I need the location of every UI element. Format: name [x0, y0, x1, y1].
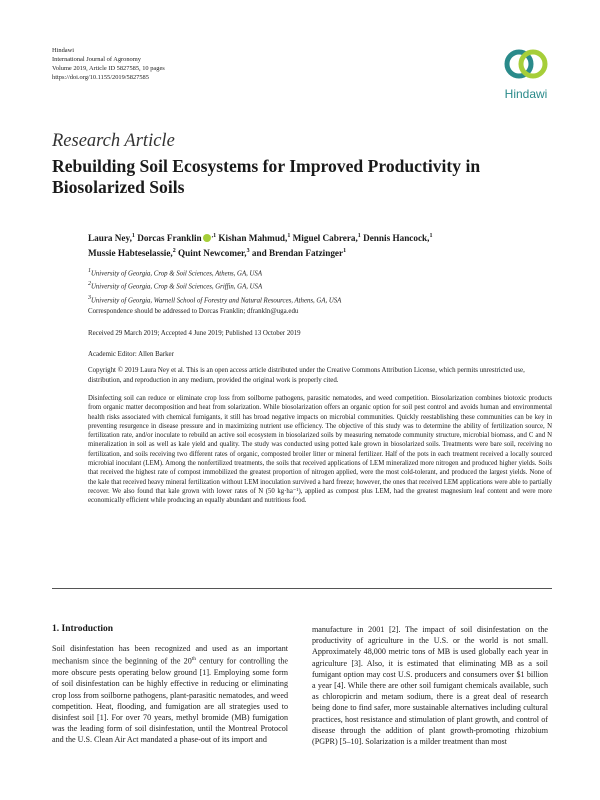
affiliation: $^3$University of Georgia, Warnell School of Forestry and Natural Resources, Athens, GA, USA	[88, 294, 342, 304]
affiliation: $^1$University of Georgia, Crop & Soil Sciences, Athens, GA, USA	[88, 268, 262, 278]
article-type: Research Article	[52, 131, 175, 151]
doi-link[interactable]: https://doi.org/10.1155/2019/5827585	[52, 74, 149, 81]
intro-column-left: Soil disinfestation has been recognized and used as an important mechanism since the beginning of the 20th century for controlling the more obscure pests operating below ground [1]. Employing some form of soil disinfestation can be highly effective in reducing or eliminating crop loss from soilborne pathogens, plant-parasitic nematodes, and weed competition. Heat, flooding, and fumigation are all strategies used to disinfest soil [1]. For over 70 years, methyl bromide (MB) fumigation was the leading form of soil disinfestation, until the Montreal Protocol and the U.S. Clean Air Act mandated a phase-out of its import and	[52, 644, 288, 745]
author[interactable]: Mussie Habteselassie,$^2$	[88, 248, 176, 259]
author[interactable]: Laura Ney,$^1$	[88, 233, 135, 244]
affiliation-list	[88, 266, 558, 306]
correspondence: Correspondence should be addressed to Dorcas Franklin; dfrankln@uga.edu	[88, 308, 299, 315]
author[interactable]: Kishan Mahmud,$^1$	[218, 233, 291, 244]
author[interactable]: and Brendan Fatzinger$^1$	[251, 248, 347, 259]
journal-header	[52, 46, 165, 82]
abstract: Disinfecting soil can reduce or eliminate crop loss from soilborne pathogens, parasitic nematodes, and weed competition. Biosolarization combines biotoxic products from organic matter decomposition and heat from solarization. While biosolarization offers an organic option for soil pest control and avoids human and environmental health risks associated with chemical fumigants, it still has broad negative impacts on microbial communities. Quickly reestablishing these communities can be key in preventing resurgence in disease pressure and in maximizing nutrient use efficiency. The objective of this study was to determine the ability of fertilization source, N fertilization rate, and/or inoculate to rebuild an active soil ecosystem in biosolarized soils by measuring nematode community structure, microbial biomass, and C and N mineralization in soil as well as kale yield and quality. The study was conducted using potted kale grown in biosolarized soils. Treatments were bare soil, receiving no fertilization, and soils receiving two different rates of organic, composted broiler litter or mineral fertilizer. Half of the pots in each treatment received a locally sourced microbial inoculant (LEM). Among the nonfertilized treatments, the soils that received applications of LEM mineralized more nitrogen and produced higher yields. Soils that received the highest rate of compost immobilized the greatest proportion of nitrogen applied, were the most cold-tolerant, and produced the largest yields. None of the kale that received heavy mineral fertilization without LEM inoculation survived a hard freeze; however, the ones that received LEM applications were able to partially recover. We also found that kale grown with lower rates of N (50 kg·ha⁻¹), applied as compost plus LEM, had the greatest magnesium leaf content and were more economically efficient while producing an equally abundant and nutritious food.	[88, 395, 552, 505]
section-heading: 1. Introduction	[52, 624, 114, 634]
author-list	[88, 230, 558, 260]
author[interactable]: Miguel Cabrera,$^1$	[292, 233, 361, 244]
journal-name: International Journal of Agronomy	[52, 56, 141, 63]
affiliation: $^2$University of Georgia, Crop & Soil Sciences, Griffin, GA, USA	[88, 281, 263, 291]
publication-dates: Received 29 March 2019; Accepted 4 June 2019; Published 13 October 2019	[88, 330, 301, 337]
author[interactable]: Quint Newcomer,$^3$	[178, 248, 250, 259]
copyright-notice: Copyright © 2019 Laura Ney et al. This is an open access article distributed under the Creative Commons Attribution License, which permits unrestricted use, distribution, and reproduction in any medium, provided the original work is properly cited.	[88, 367, 525, 384]
section-divider	[52, 588, 552, 589]
orcid-icon[interactable]	[203, 234, 211, 242]
author[interactable]: Dorcas Franklin $^{,1}$	[137, 233, 217, 244]
logo-text: Hindawi	[504, 87, 548, 101]
article-title: Rebuilding Soil Ecosystems for Improved Productivity in Biosolarized Soils	[52, 156, 481, 197]
author[interactable]: Dennis Hancock,$^1$	[363, 233, 433, 244]
hindawi-logo-icon	[500, 44, 552, 84]
publisher-name: Hindawi	[52, 47, 75, 54]
hindawi-logo	[496, 44, 556, 101]
academic-editor: Academic Editor: Allen Barker	[88, 351, 174, 358]
volume-info: Volume 2019, Article ID 5827585, 10 pages	[52, 65, 165, 72]
intro-column-right: manufacture in 2001 [2]. The impact of soil disinfestation on the productivity of agriculture in the U.S. or the world is not small. Approximately 48,000 metric tons of MB is used globally each year in agriculture [3]. Also, it is estimated that eliminating MB as a soil fumigant option may cost U.S. producers and consumers over $1 billion a year [4]. While there are other soil fumigant chemicals available, such as chloropicrin and metam sodium, there is a great deal of research being done to find safer, more sustainable alternatives including cultural practices, host resistance and stimulation of plant growth, and control of disease through the addition of plant growth-promoting rhizobium (PGPR) [5–10]. Solarization is a milder treatment than most	[312, 625, 548, 747]
